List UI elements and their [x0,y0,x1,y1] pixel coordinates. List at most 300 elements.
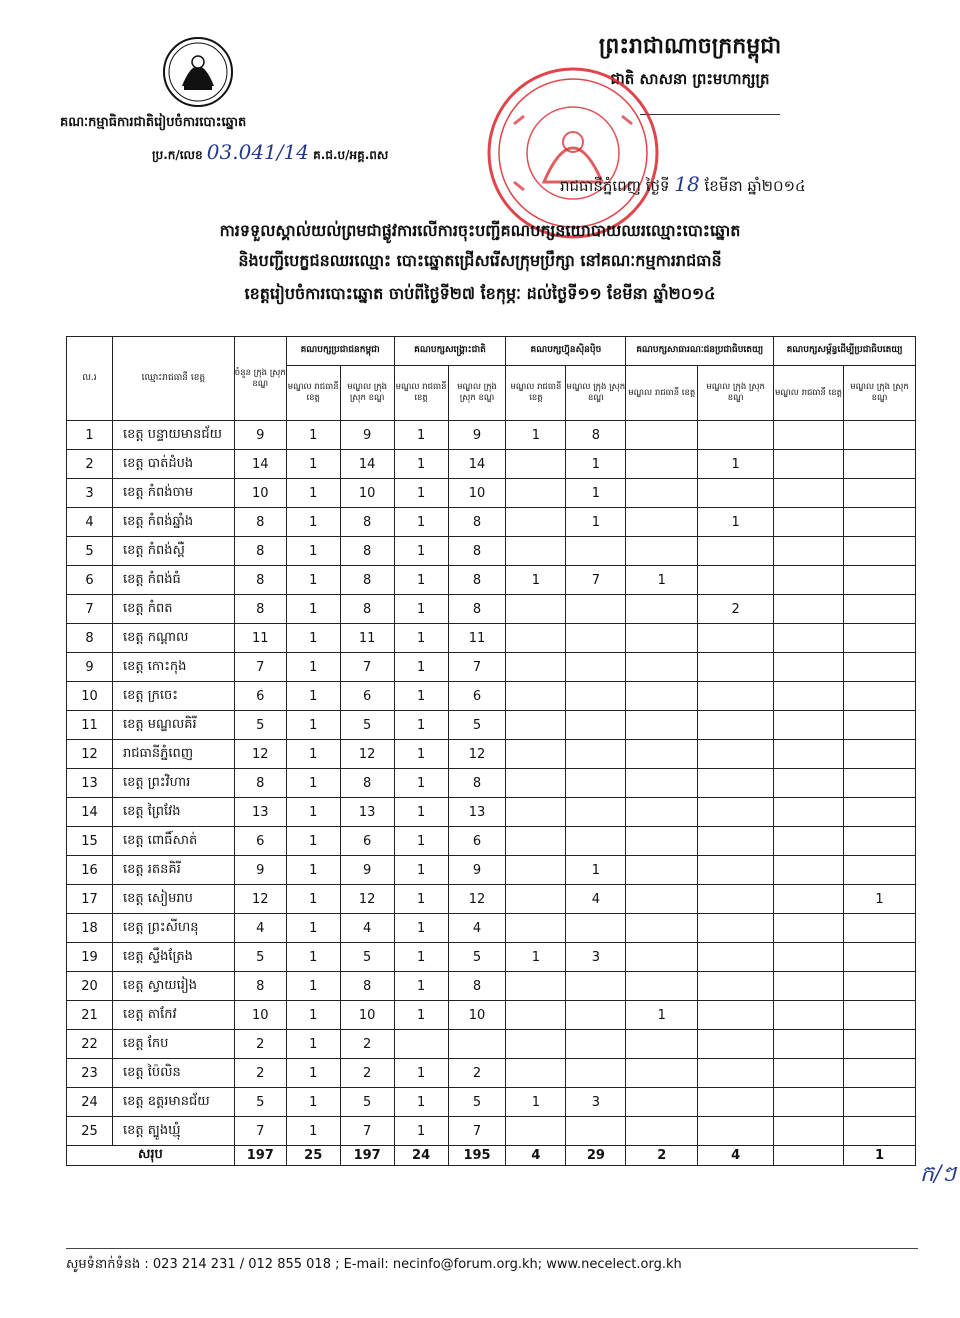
table-cell [626,798,698,827]
table-cell [566,624,626,653]
province-name: ខេត្ត បន្ទាយមានជ័យ [112,421,234,450]
table-cell [844,827,916,856]
table-cell [506,1001,566,1030]
table-cell [774,798,844,827]
table-cell: 11 [448,624,506,653]
table-row [67,1030,916,1059]
table-cell: 1 [286,421,340,450]
row-number: 15 [67,827,113,856]
table-cell [626,479,698,508]
reference-number [152,140,388,165]
table-cell: 8 [234,537,286,566]
table-cell: 1 [286,740,340,769]
table-cell: 1 [286,1117,340,1146]
table-cell [844,537,916,566]
table-cell: 8 [448,769,506,798]
table-cell: 1 [286,624,340,653]
total-label: សរុប [67,1146,235,1166]
table-cell: 1 [286,798,340,827]
table-row [67,711,916,740]
table-cell [698,1059,774,1088]
sub-header-district: មណ្ឌល ក្រុង ស្រុក ខណ្ឌ [448,366,506,421]
table-cell [626,885,698,914]
table-cell [774,711,844,740]
registration-table [66,336,916,1166]
province-name: ខេត្ត ពោធិ៍សាត់ [112,827,234,856]
sub-header-district: មណ្ឌល ក្រុង ស្រុក ខណ្ឌ [698,366,774,421]
table-cell [506,798,566,827]
table-cell: 1 [844,885,916,914]
table-cell: 12 [448,885,506,914]
table-cell [698,1030,774,1059]
table-row [67,827,916,856]
table-cell [844,1001,916,1030]
table-cell: 1 [506,943,566,972]
table-cell: 1 [394,653,448,682]
province-name: ខេត្ត ស្វាយរៀង [112,972,234,1001]
table-cell: 1 [394,769,448,798]
table-cell [698,1001,774,1030]
table-cell [626,943,698,972]
table-cell [774,827,844,856]
table-cell: 12 [340,885,394,914]
total-cell: 195 [448,1146,506,1166]
table-cell [774,566,844,595]
table-cell [566,914,626,943]
province-name: ខេត្ត ព្រៃវែង [112,798,234,827]
party-header-league-for-democracy: គណបក្សសម្ព័ន្ធដើម្បីប្រជាធិបតេយ្យ [774,337,916,366]
table-cell [844,421,916,450]
party-header-cnrp: គណបក្សសង្គ្រោះជាតិ [394,337,506,366]
table-cell [448,1030,506,1059]
table-cell [626,450,698,479]
table-cell: 12 [340,740,394,769]
table-cell: 1 [286,653,340,682]
table-cell [774,595,844,624]
table-cell: 4 [340,914,394,943]
table-cell: 1 [394,1001,448,1030]
table-cell [844,1117,916,1146]
table-cell: 1 [394,1088,448,1117]
row-number: 21 [67,1001,113,1030]
sub-header-district: មណ្ឌល ក្រុង ស្រុក ខណ្ឌ [844,366,916,421]
table-cell: 1 [286,1088,340,1117]
province-name: ខេត្ត ត្បូងឃ្មុំ [112,1117,234,1146]
table-cell: 7 [340,653,394,682]
table-cell [506,856,566,885]
title-line-3: ខេត្តរៀបចំការបោះឆ្នោត ចាប់ពីថ្ងៃទី២៧ ខែកុម្ភៈ ដល់ថ្ងៃទី១១ ខែមីនា ឆ្នាំ២០១៤ [244,284,716,303]
province-name: ខេត្ត កែប [112,1030,234,1059]
table-cell: 14 [340,450,394,479]
table-cell [506,479,566,508]
table-cell: 10 [234,1001,286,1030]
total-cell: 25 [286,1146,340,1166]
date-prefix: រាជធានីភ្នំពេញ ថ្ងៃទី [560,177,670,195]
table-body [67,421,916,1146]
table-cell [844,798,916,827]
table-cell [774,537,844,566]
table-cell: 1 [394,885,448,914]
table-cell [844,1059,916,1088]
table-cell: 1 [698,450,774,479]
table-cell: 1 [394,595,448,624]
table-cell [506,711,566,740]
total-cell: 197 [234,1146,286,1166]
table-cell: 13 [340,798,394,827]
table-cell: 2 [234,1059,286,1088]
table-cell: 1 [286,1001,340,1030]
table-cell: 1 [394,914,448,943]
table-row [67,566,916,595]
table-cell: 4 [566,885,626,914]
table-cell: 8 [234,769,286,798]
table-cell: 1 [394,682,448,711]
province-name: ខេត្ត ព្រះសីហនុ [112,914,234,943]
table-row [67,798,916,827]
table-cell [626,1059,698,1088]
province-name: ខេត្ត កំពង់ធំ [112,566,234,595]
table-cell: 6 [448,682,506,711]
table-cell: 12 [234,740,286,769]
table-cell: 1 [394,798,448,827]
col-header-number: ល.រ [67,337,113,421]
row-number: 2 [67,450,113,479]
province-name: ខេត្ត ព្រះវិហារ [112,769,234,798]
table-row [67,1059,916,1088]
table-cell [698,653,774,682]
sub-header-district: មណ្ឌល ក្រុង ស្រុក ខណ្ឌ [566,366,626,421]
table-cell [566,595,626,624]
table-cell [566,827,626,856]
table-cell [566,740,626,769]
table-cell: 1 [566,856,626,885]
table-cell: 2 [340,1030,394,1059]
total-cell: 4 [506,1146,566,1166]
table-cell [626,624,698,653]
table-cell: 4 [448,914,506,943]
province-name: ខេត្ត រតនគិរី [112,856,234,885]
table-cell [506,1059,566,1088]
table-cell: 8 [234,566,286,595]
table-cell: 1 [506,421,566,450]
table-cell [698,885,774,914]
table-cell [774,856,844,885]
table-cell: 1 [394,479,448,508]
table-cell [774,1059,844,1088]
table-cell: 1 [286,537,340,566]
row-number: 16 [67,856,113,885]
table-cell [506,1117,566,1146]
table-cell: 2 [448,1059,506,1088]
table-cell [626,1030,698,1059]
table-cell [844,566,916,595]
table-cell: 8 [234,972,286,1001]
table-cell [844,595,916,624]
table-cell: 1 [286,885,340,914]
table-cell [506,972,566,1001]
table-cell [566,711,626,740]
table-cell: 14 [234,450,286,479]
table-cell: 1 [286,769,340,798]
table-cell [774,885,844,914]
table-cell: 1 [394,972,448,1001]
table-cell [698,856,774,885]
table-cell [774,1001,844,1030]
table-cell [566,1030,626,1059]
row-number: 4 [67,508,113,537]
sub-header-district: មណ្ឌល ក្រុង ស្រុក ខណ្ឌ [340,366,394,421]
table-cell: 1 [286,914,340,943]
province-name: ខេត្ត កំពត [112,595,234,624]
table-row [67,479,916,508]
table-cell [774,740,844,769]
row-number: 3 [67,479,113,508]
table-cell [774,653,844,682]
table-cell: 7 [234,653,286,682]
table-cell: 7 [340,1117,394,1146]
table-cell: 13 [234,798,286,827]
province-name: ខេត្ត កំពង់ស្ពឺ [112,537,234,566]
table-cell [698,624,774,653]
title-line-2: និងបញ្ជីបេក្ខជនឈរឈ្មោះ បោះឆ្នោតជ្រើសរើសក្រុមប្រឹក្សា នៅគណៈកម្មការរាជធានី [238,251,722,270]
sub-header-province: មណ្ឌល រាជធានី ខេត្ត [626,366,698,421]
row-number: 25 [67,1117,113,1146]
province-name: ខេត្ត បាត់ដំបង [112,450,234,479]
table-cell: 3 [566,1088,626,1117]
footer-contact: សូមទំនាក់ទំនង : 023 214 231 / 012 855 018 ; E-mail: necinfo@forum.org.kh; www.necelect.org.kh [66,1257,682,1272]
table-cell: 9 [234,421,286,450]
table-row [67,1117,916,1146]
table-cell: 6 [340,827,394,856]
table-cell [698,972,774,1001]
table-row [67,595,916,624]
table-cell: 5 [448,943,506,972]
table-cell [844,856,916,885]
table-cell [844,450,916,479]
table-cell [626,508,698,537]
table-cell: 1 [626,566,698,595]
table-cell: 8 [340,972,394,1001]
table-cell [566,798,626,827]
table-cell: 1 [286,479,340,508]
total-cell: 2 [626,1146,698,1166]
province-name: ខេត្ត កណ្តាល [112,624,234,653]
totals-row [67,1146,916,1166]
table-cell: 1 [394,537,448,566]
table-row [67,682,916,711]
row-number: 8 [67,624,113,653]
table-cell [844,740,916,769]
table-cell [626,537,698,566]
table-cell: 1 [626,1001,698,1030]
table-cell: 6 [234,827,286,856]
table-row [67,450,916,479]
table-row [67,624,916,653]
total-cell: 24 [394,1146,448,1166]
table-cell: 1 [394,943,448,972]
table-cell: 1 [394,1059,448,1088]
table-cell [774,421,844,450]
table-cell [566,682,626,711]
party-header-cpp: គណបក្សប្រជាជនកម្ពុជា [286,337,394,366]
table-cell: 1 [394,508,448,537]
table-cell: 1 [286,450,340,479]
row-number: 24 [67,1088,113,1117]
party-header-funcinpec: គណបក្សហ៊្វុនស៊ិនប៉ិច [506,337,626,366]
row-number: 10 [67,682,113,711]
table-cell: 9 [234,856,286,885]
province-name: ខេត្ត ក្រចេះ [112,682,234,711]
table-cell: 9 [340,856,394,885]
table-cell [566,1059,626,1088]
table-cell [506,624,566,653]
table-cell [844,711,916,740]
table-cell: 2 [340,1059,394,1088]
table-cell: 4 [234,914,286,943]
sub-header-province: មណ្ឌល រាជធានី ខេត្ត [394,366,448,421]
row-number: 17 [67,885,113,914]
province-name: ខេត្ត កំពង់ចាម [112,479,234,508]
row-number: 7 [67,595,113,624]
table-cell: 1 [394,421,448,450]
province-name: រាជធានីភ្នំពេញ [112,740,234,769]
table-cell: 1 [394,566,448,595]
table-cell [774,914,844,943]
table-cell: 1 [286,682,340,711]
sub-header-province: មណ្ឌល រាជធានី ខេត្ត [774,366,844,421]
table-cell [698,827,774,856]
row-number: 1 [67,421,113,450]
table-cell [506,653,566,682]
table-cell [626,421,698,450]
table-cell [506,508,566,537]
row-number: 18 [67,914,113,943]
table-cell [626,914,698,943]
table-cell: 8 [448,508,506,537]
table-cell [566,972,626,1001]
table-cell: 2 [234,1030,286,1059]
table-cell: 11 [234,624,286,653]
row-number: 6 [67,566,113,595]
table-row [67,537,916,566]
table-cell: 1 [506,566,566,595]
table-cell [566,537,626,566]
table-cell: 10 [448,1001,506,1030]
row-number: 5 [67,537,113,566]
table-cell [698,1117,774,1146]
table-cell [698,421,774,450]
table-cell: 1 [286,1059,340,1088]
row-number: 23 [67,1059,113,1088]
table-cell [506,740,566,769]
table-cell: 7 [448,653,506,682]
table-cell: 5 [448,711,506,740]
table-cell: 2 [698,595,774,624]
table-cell [844,682,916,711]
table-cell [698,740,774,769]
table-cell: 8 [448,595,506,624]
table-cell: 1 [566,479,626,508]
table-cell [844,769,916,798]
table-cell: 1 [566,450,626,479]
row-number: 19 [67,943,113,972]
table-cell: 8 [448,537,506,566]
table-cell: 1 [286,566,340,595]
kingdom-heading: ព្រះរាជាណាចក្រកម្ពុជា [598,34,782,59]
table-cell: 8 [234,595,286,624]
table-cell [626,711,698,740]
province-name: ខេត្ត ស្ទឹងត្រែង [112,943,234,972]
table-cell: 6 [340,682,394,711]
province-name: ខេត្ត មណ្ឌលគិរី [112,711,234,740]
table-cell [844,1088,916,1117]
province-name: ខេត្ត ឧត្តរមានជ័យ [112,1088,234,1117]
table-cell [698,943,774,972]
table-cell [626,595,698,624]
table-cell [506,914,566,943]
table-cell: 1 [394,856,448,885]
table-cell [506,537,566,566]
table-cell [774,1088,844,1117]
table-cell: 1 [394,450,448,479]
table-cell: 12 [448,740,506,769]
total-cell [774,1146,844,1166]
table-cell [626,682,698,711]
table-row [67,421,916,450]
table-cell [844,943,916,972]
table-cell [626,769,698,798]
table-cell [566,1001,626,1030]
table-cell: 8 [340,595,394,624]
table-cell: 1 [286,595,340,624]
table-cell [844,508,916,537]
handwritten-initials: ក/ៗ [920,1162,956,1187]
table-cell [698,479,774,508]
table-cell: 5 [234,943,286,972]
table-cell: 1 [286,1030,340,1059]
table-cell [774,943,844,972]
table-cell [774,1117,844,1146]
table-cell: 5 [340,943,394,972]
table-cell: 1 [286,508,340,537]
table-cell [774,450,844,479]
table-cell: 8 [448,566,506,595]
table-cell: 8 [448,972,506,1001]
table-cell: 5 [340,1088,394,1117]
table-cell: 8 [234,508,286,537]
table-cell: 12 [234,885,286,914]
table-cell [698,1088,774,1117]
table-row [67,508,916,537]
total-cell: 197 [340,1146,394,1166]
col-header-district-count: ចំនួន ក្រុង ស្រុក ខណ្ឌ [234,337,286,421]
table-cell [506,885,566,914]
table-cell [774,682,844,711]
table-row [67,1088,916,1117]
table-cell: 6 [448,827,506,856]
table-cell: 10 [234,479,286,508]
table-cell [698,682,774,711]
table-cell: 8 [340,508,394,537]
table-cell [626,856,698,885]
col-header-province: ឈ្មោះរាជធានី ខេត្ត [112,337,234,421]
table-row [67,769,916,798]
table-cell: 8 [566,421,626,450]
table-cell: 7 [448,1117,506,1146]
table-cell [774,479,844,508]
table-cell: 10 [448,479,506,508]
nec-emblem-logo [162,36,234,108]
